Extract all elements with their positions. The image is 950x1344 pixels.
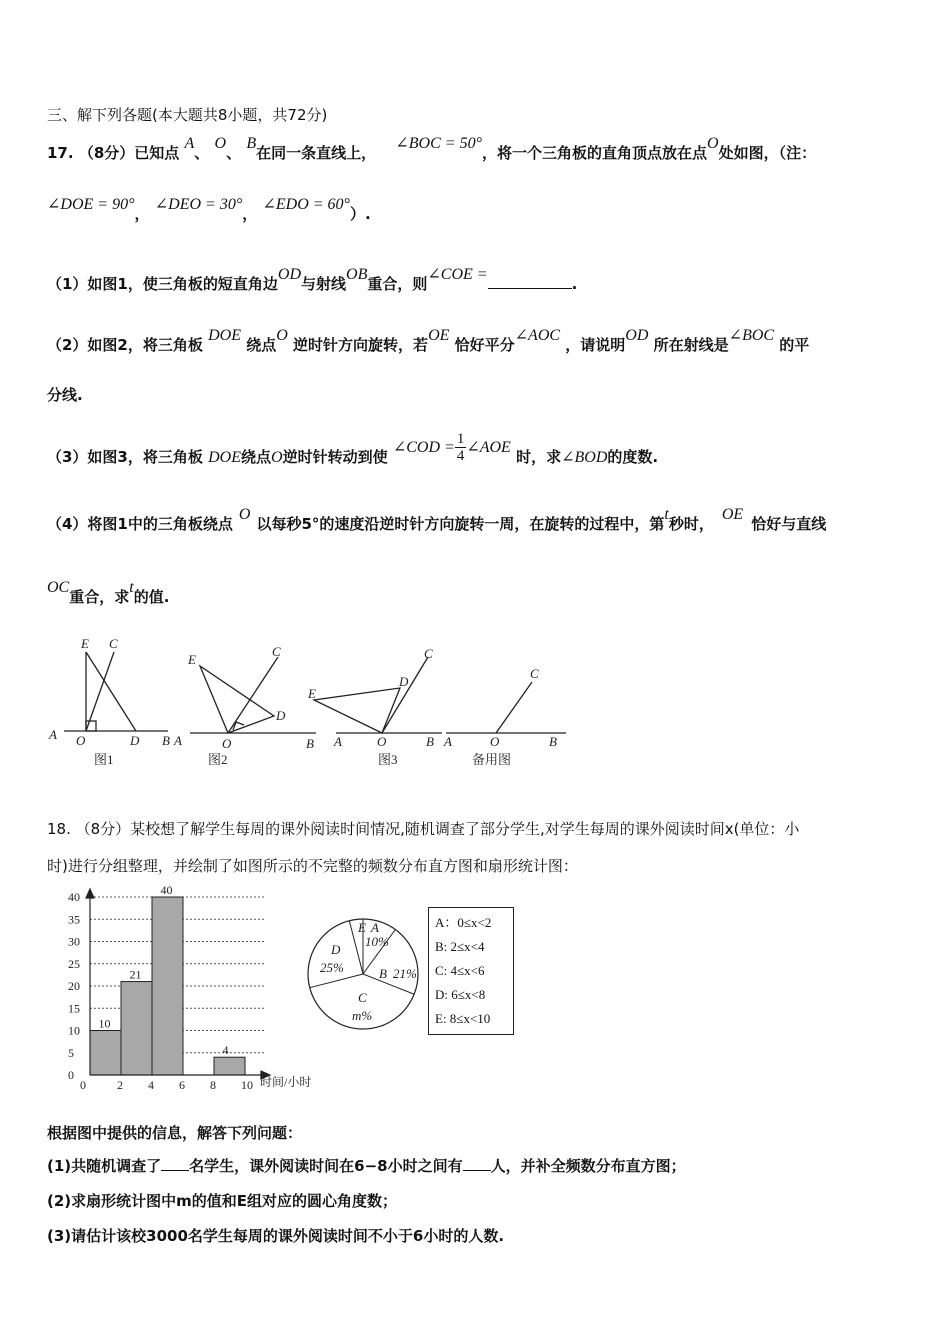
bar-value-label: 40 [160, 886, 173, 897]
pie-label-e: E [358, 920, 366, 935]
pie-label-b: B [379, 966, 387, 981]
y-tick-label: 30 [68, 934, 80, 949]
bar-value-label: 10 [98, 1016, 111, 1031]
legend-item-c: C: 4≤x<6 [435, 963, 485, 978]
q17-part4-line2: OC重合，求t的值. [47, 579, 170, 606]
svg-text:C: C [424, 646, 433, 661]
pie-legend [428, 907, 514, 1035]
x-tick-label: 2 [117, 1078, 123, 1092]
q17-number: 17. [47, 144, 74, 162]
histogram-bar [152, 897, 183, 1075]
y-tick-label: 5 [68, 1045, 74, 1060]
pie-text-a: 10% [365, 934, 389, 949]
y-tick-label: 25 [68, 956, 80, 971]
svg-text:E: E [81, 636, 89, 651]
svg-text:C: C [272, 644, 281, 659]
q17-line1: 17. （8分）已知点 A、 O、 B在同一条直线上， ∠BOC = 50°，将一个三角板的直角顶点放在点O处如图，（注： [47, 135, 817, 162]
caption-fig2: 图2 [208, 752, 228, 767]
svg-text:C: C [109, 636, 118, 651]
pie-label-d: D [331, 942, 341, 957]
histogram-bar [90, 1031, 121, 1076]
q17-part2-line2: 分线. [47, 386, 83, 404]
legend-item-e: E: 8≤x<10 [435, 1011, 491, 1026]
svg-text:B: B [426, 734, 434, 749]
pie-text-d: 25% [320, 960, 344, 975]
q18-intro: 根据图中提供的信息，解答下列问题： [47, 1124, 303, 1142]
pie-chart [305, 902, 425, 1072]
x-tick-label: 6 [179, 1078, 185, 1092]
bar-value-label: 21 [129, 967, 142, 982]
fraction-one-quarter: $\frac{1}{4}$ [456, 431, 465, 464]
q18-part1: (1)共随机调查了 名学生，课外阅读时间在6−8小时之间有 人，并补全频数分布直方图； [47, 1157, 686, 1175]
svg-text:O: O [76, 733, 86, 748]
pie-label-a: A [371, 920, 379, 935]
q17-score: （8分） [78, 144, 135, 162]
section-title: 三、解下列各题(本大题共8小题，共72分) [47, 106, 328, 124]
svg-text:O: O [377, 734, 387, 749]
caption-fig3: 图3 [378, 752, 398, 767]
legend-item-a: A：0≤x<2 [435, 915, 492, 930]
q18-line1: 18. （8分）某校想了解学生每周的课外阅读时间情况,随机调查了部分学生,对学生每周的课外阅读时间x(单位：小 [47, 820, 800, 838]
pie-label-c: C [358, 990, 367, 1005]
svg-text:D: D [130, 733, 140, 748]
q18-line2: 时)进行分组整理，并绘制了如图所示的不完整的频数分布直方图和扇形统计图： [47, 857, 578, 875]
svg-text:C: C [530, 666, 539, 681]
x-axis-label: 时间/小时 [260, 1075, 312, 1089]
svg-text:A: A [444, 734, 452, 749]
histogram-bar [121, 982, 152, 1075]
y-tick-label: 0 [68, 1068, 74, 1082]
svg-text:D: D [399, 674, 409, 689]
answer-blank [161, 1170, 189, 1171]
answer-blank [463, 1170, 491, 1171]
caption-fig1: 图1 [94, 752, 114, 767]
angle-boc: ∠BOC = 50° [395, 135, 482, 152]
bar-value-label: 4 [222, 1043, 229, 1058]
y-tick-label: 20 [68, 979, 80, 993]
y-tick-label: 15 [68, 1001, 80, 1016]
x-tick-label: 0 [80, 1078, 86, 1092]
histogram [60, 886, 330, 1096]
svg-text:D: D [276, 708, 286, 723]
svg-text:A: A [334, 734, 342, 749]
histogram-bar [214, 1057, 245, 1075]
q18-part2: (2)求扇形统计图中m的值和E组对应的圆心角度数； [47, 1192, 398, 1210]
y-tick-label: 10 [68, 1023, 80, 1038]
y-tick-label: 40 [68, 890, 80, 904]
svg-text:B: B [306, 736, 314, 751]
svg-text:E: E [308, 686, 316, 701]
q17-part2: （2）如图2，将三角板 DOE 绕点O 逆时针方向旋转，若OE 恰好平分∠AOC ，请说明OD 所在射线是∠BOC 的平 [47, 327, 810, 354]
y-axis-arrow [86, 889, 94, 898]
caption-backup: 备用图 [472, 752, 512, 767]
q17-conditions: ∠DOE = 90°， ∠DEO = 30°， ∠EDO = 60°）. [47, 196, 371, 223]
svg-text:B: B [162, 733, 170, 748]
svg-text:A: A [49, 727, 57, 742]
q17-figures [44, 632, 574, 772]
legend-item-b: B: 2≤x<4 [435, 939, 485, 954]
svg-text:O: O [490, 734, 500, 749]
q17-part3: （3）如图3，将三角板 DOE绕点O逆时针转动到使 ∠COD = $\frac{1}{4}$ ∠AOE 时，求∠BOD的度数. [47, 431, 659, 466]
svg-text:A: A [174, 733, 182, 748]
x-tick-label: 4 [148, 1078, 154, 1092]
q18-part3: (3)请估计该校3000名学生每周的课外阅读时间不小于6小时的人数. [47, 1227, 505, 1245]
x-tick-label: 8 [210, 1078, 216, 1092]
legend-item-d: D: 6≤x<8 [435, 987, 486, 1002]
x-tick-label: 10 [241, 1078, 253, 1092]
q17-part1: （1）如图1，使三角板的短直角边OD与射线OB重合，则∠COE =. [47, 266, 578, 293]
pie-text-c: m% [352, 1008, 373, 1023]
pie-text-b: 21% [393, 966, 417, 981]
svg-text:E: E [188, 652, 196, 667]
y-tick-label: 35 [68, 912, 80, 927]
q17-part4: （4）将图1中的三角板绕点O以每秒5°的速度沿逆时针方向旋转一周，在旋转的过程中，第t秒时，OE恰好与直线 [47, 506, 827, 533]
answer-blank [488, 288, 572, 289]
svg-text:B: B [549, 734, 557, 749]
svg-text:O: O [222, 736, 232, 751]
